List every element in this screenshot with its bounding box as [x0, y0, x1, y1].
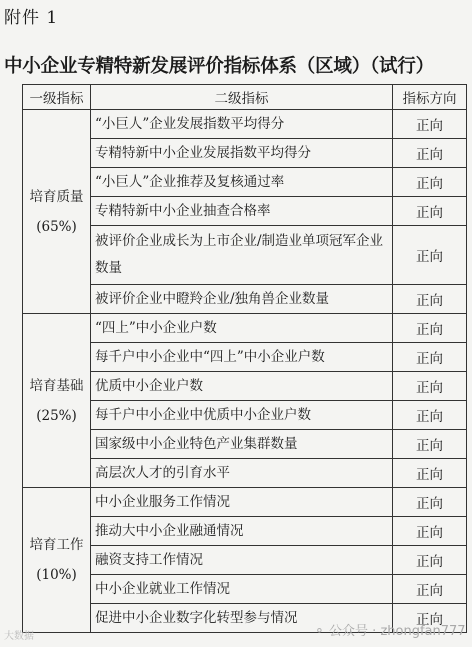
- table-header-row: [23, 85, 467, 110]
- direction-cell: 正向: [393, 546, 467, 575]
- indicator-cell: 被评价企业成长为上市企业/制造业单项冠军企业数量: [91, 226, 393, 285]
- direction-cell: 正向: [393, 604, 467, 633]
- attachment-label: 附件 1: [4, 8, 59, 28]
- watermark-left: 大数据: [4, 631, 34, 642]
- group-name: 培育质量: [29, 188, 84, 205]
- group-cell-work: [23, 488, 91, 633]
- indicator-cell: 促进中小企业数字化转型参与情况: [91, 604, 393, 633]
- watermark-right: [314, 620, 466, 639]
- indicator-table: [22, 84, 467, 633]
- indicator-cell: 每千户中小企业中优质中小企业户数: [91, 401, 393, 430]
- group-weight: (65%): [36, 218, 77, 235]
- group-cell-quality: [23, 110, 91, 314]
- direction-cell: 正向: [393, 285, 467, 314]
- indicator-cell: 国家级中小企业特色产业集群数量: [91, 430, 393, 459]
- indicator-cell: 每千户中小企业中“四上”中小企业户数: [91, 343, 393, 372]
- indicator-cell: 融资支持工作情况: [91, 546, 393, 575]
- indicator-cell: 被评价企业中瞪羚企业/独角兽企业数量: [91, 285, 393, 314]
- group-name: 培育基础: [29, 377, 84, 394]
- direction-cell: 正向: [393, 168, 467, 197]
- direction-cell: 正向: [393, 401, 467, 430]
- direction-cell: 正向: [393, 314, 467, 343]
- document-title: 中小企业专精特新发展评价指标体系（区域）（试行）: [4, 56, 434, 77]
- table-row: [23, 314, 467, 343]
- column-header-level1: 一级指标: [23, 85, 91, 110]
- indicator-cell: 推动大中小企业融通情况: [91, 517, 393, 546]
- indicator-cell: 专精特新中小企业抽查合格率: [91, 197, 393, 226]
- column-header-direction: 指标方向: [393, 85, 467, 110]
- table-row: [23, 488, 467, 517]
- indicator-cell: 中小企业就业工作情况: [91, 575, 393, 604]
- direction-cell: 正向: [393, 226, 467, 285]
- direction-cell: 正向: [393, 488, 467, 517]
- wechat-icon: ⚬: [314, 624, 325, 639]
- direction-cell: 正向: [393, 110, 467, 139]
- group-name: 培育工作: [29, 537, 84, 553]
- direction-cell: 正向: [393, 459, 467, 488]
- direction-cell: 正向: [393, 197, 467, 226]
- group-cell-foundation: [23, 314, 91, 488]
- indicator-cell: “小巨人”企业推荐及复核通过率: [91, 168, 393, 197]
- indicator-cell: “四上”中小企业户数: [91, 314, 393, 343]
- direction-cell: 正向: [393, 575, 467, 604]
- indicator-cell: 优质中小企业户数: [91, 372, 393, 401]
- direction-cell: 正向: [393, 372, 467, 401]
- indicator-cell: 专精特新中小企业发展指数平均得分: [91, 139, 393, 168]
- group-weight: (10%): [36, 567, 77, 583]
- direction-cell: 正向: [393, 139, 467, 168]
- direction-cell: 正向: [393, 430, 467, 459]
- indicator-cell: 高层次人才的引育水平: [91, 459, 393, 488]
- table-row: [23, 110, 467, 139]
- direction-cell: 正向: [393, 343, 467, 372]
- indicator-cell: 中小企业服务工作情况: [91, 488, 393, 517]
- direction-cell: 正向: [393, 517, 467, 546]
- group-weight: (25%): [36, 407, 77, 424]
- watermark-account: 公众号 · zhongfan777: [329, 624, 466, 639]
- column-header-level2: 二级指标: [91, 85, 393, 110]
- indicator-cell: “小巨人”企业发展指数平均得分: [91, 110, 393, 139]
